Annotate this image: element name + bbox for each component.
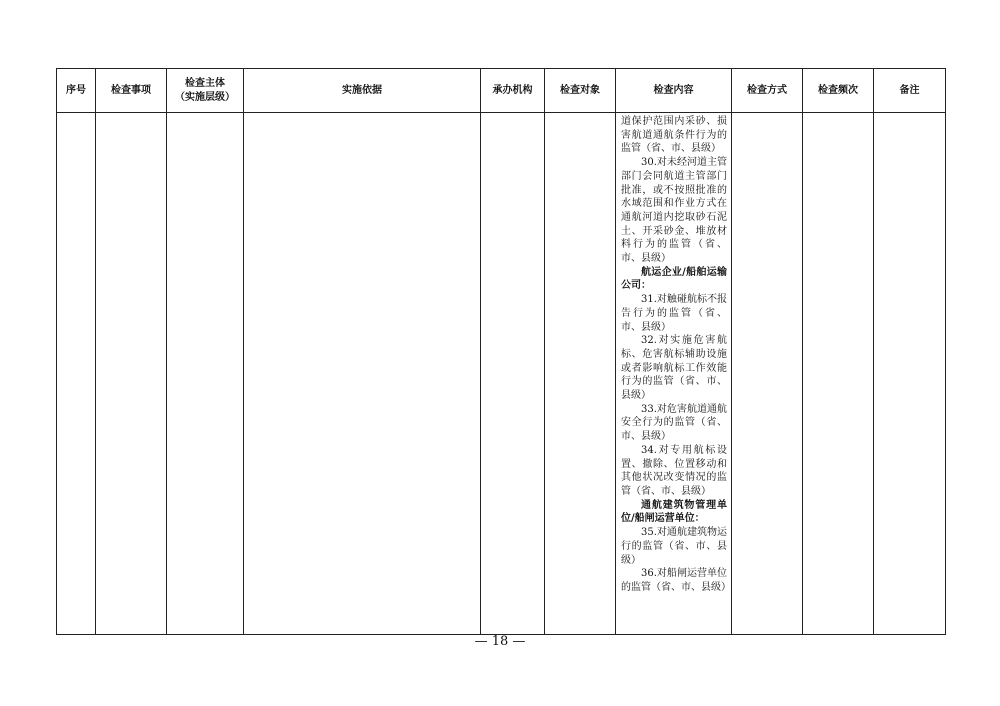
header-subject-line2: （实施层级） bbox=[175, 91, 235, 103]
inspection-table bbox=[56, 68, 946, 635]
cell-item bbox=[96, 113, 167, 635]
page-number: — 18 — bbox=[474, 634, 526, 649]
cell-basis bbox=[244, 113, 481, 635]
cell-target bbox=[545, 113, 616, 635]
header-subject-line1: 检查主体 bbox=[185, 77, 225, 89]
header-seq: 序号 bbox=[57, 69, 96, 113]
header-basis: 实施依据 bbox=[244, 69, 481, 113]
cell-method bbox=[732, 113, 803, 635]
content-item: 道保护范围内采砂、损害航道通航条件行为的监管（省、市、县级） bbox=[621, 116, 727, 155]
table-row bbox=[57, 113, 946, 635]
content-item: 31.对触碰航标不报告行为的监管（省、市、县级） bbox=[621, 294, 727, 333]
content-item: 34.对专用航标设置、撤除、位置移动和其他状况改变情况的监管（省、市、县级） bbox=[621, 444, 727, 497]
header-frequency: 检查频次 bbox=[803, 69, 874, 113]
content-item: 35.对通航建筑物运行的监管（省、市、县级） bbox=[621, 527, 727, 566]
cell-agency bbox=[481, 113, 545, 635]
cell-frequency bbox=[803, 113, 874, 635]
content-item: 33.对危害航道通航安全行为的监管（省、市、县级） bbox=[621, 403, 727, 443]
header-agency: 承办机构 bbox=[481, 69, 545, 113]
header-target: 检查对象 bbox=[545, 69, 616, 113]
cell-remarks bbox=[874, 113, 946, 635]
header-row bbox=[57, 69, 946, 113]
content-heading: 通航建筑物管理单位/船闸运营单位： bbox=[621, 499, 727, 525]
content-item: 30.对未经河道主管部门会同航道主管部门批准，或不按照批准的水域范围和作业方式在通航河道内挖取砂石泥土、开采砂金、堆放材料行为的监管（省、市、县级） bbox=[621, 157, 727, 265]
cell-content bbox=[616, 113, 732, 635]
header-content: 检查内容 bbox=[616, 69, 732, 113]
cell-subject bbox=[167, 113, 244, 635]
header-subject bbox=[167, 69, 244, 113]
header-remarks: 备注 bbox=[874, 69, 946, 113]
cell-seq bbox=[57, 113, 96, 635]
content-item: 32.对实施危害航标、危害航标辅助设施或者影响航标工作效能行为的监管（省、市、县级） bbox=[621, 335, 727, 402]
header-item: 检查事项 bbox=[96, 69, 167, 113]
content-heading: 航运企业/船舶运输公司： bbox=[621, 266, 727, 292]
header-method: 检查方式 bbox=[732, 69, 803, 113]
content-item: 36.对船闸运营单位的监管（省、市、县级） bbox=[621, 568, 731, 593]
